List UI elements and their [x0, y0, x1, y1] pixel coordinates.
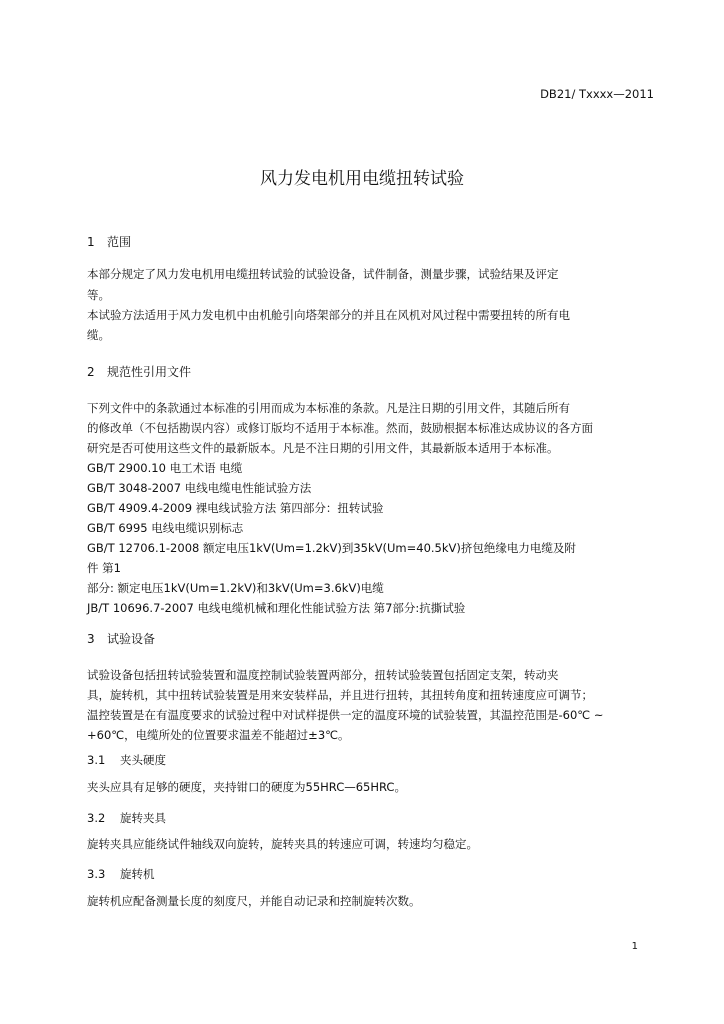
reference-item: GB/T 4909.4-2009 裸电线试验方法 第四部分：扭转试验	[87, 501, 384, 515]
reference-item: GB/T 12706.1-2008 额定电压1kV(Um=1.2kV)到35kV(Um=40.5kV)挤包绝缘电力电缆及附	[87, 541, 576, 555]
reference-item: GB/T 6995 电线电缆识别标志	[87, 521, 244, 535]
standard-number: DB21/ Txxxx—2011	[540, 87, 654, 101]
paragraph-line: 试验设备包括扭转试验装置和温度控制试验装置两部分，扭转试验装置包括固定支架，转动夹	[87, 668, 559, 682]
subsection-3-3-heading	[87, 866, 155, 882]
reference-item: 部分: 额定电压1kV(Um=1.2kV)和3kV(Um=3.6kV)电缆	[87, 581, 384, 595]
paragraph-line: 旋转机应配备测量长度的刻度尺，并能自动记录和控制旋转次数。	[87, 894, 421, 908]
section-title: 试验设备	[107, 632, 156, 646]
paragraph-line: 研究是否可使用这些文件的最新版本。凡是不注日期的引用文件，其最新版本适用于本标准。	[87, 441, 559, 455]
reference-item: GB/T 2900.10 电工术语 电缆	[87, 461, 243, 475]
subsection-number: 3.2	[87, 811, 106, 825]
document-title: 风力发电机用电缆扭转试验	[260, 169, 464, 189]
page-number: 1	[631, 941, 638, 952]
paragraph-line: 缆。	[87, 328, 110, 342]
subsection-title: 旋转机	[120, 867, 155, 881]
section-3-heading	[87, 630, 155, 647]
section-title: 规范性引用文件	[107, 365, 192, 379]
section-title: 范围	[107, 235, 132, 249]
reference-item: 件 第1	[87, 561, 121, 575]
paragraph-line: 本试验方法适用于风力发电机中由机舱引向塔架部分的并且在风机对风过程中需要扭转的所有电	[87, 308, 570, 322]
paragraph-line: 本部分规定了风力发电机用电缆扭转试验的试验设备，试件制备，测量步骤，试验结果及评定	[87, 267, 559, 281]
section-number: 2	[87, 365, 95, 379]
paragraph-line: 具，旋转机，其中扭转试验装置是用来安装样品，并且进行扭转，其扭转角度和扭转速度应可调节；	[87, 688, 593, 702]
section-number: 1	[87, 235, 95, 249]
paragraph-line: 旋转夹具应能绕试件轴线双向旋转，旋转夹具的转速应可调，转速均匀稳定。	[87, 837, 478, 851]
section-1-heading	[87, 233, 131, 250]
paragraph-line: 的修改单（不包括勘误内容）或修订版均不适用于本标准。然而，鼓励根据本标准达成协议的各方面	[87, 421, 593, 435]
reference-item: GB/T 3048-2007 电线电缆电性能试验方法	[87, 481, 312, 495]
paragraph-line: 下列文件中的条款通过本标准的引用而成为本标准的条款。凡是注日期的引用文件，其随后所有	[87, 401, 570, 415]
section-2-heading	[87, 363, 191, 380]
paragraph-line: 等。	[87, 288, 110, 302]
subsection-number: 3.1	[87, 753, 106, 767]
paragraph-line: 温控装置是在有温度要求的试验过程中对试样提供一定的温度环境的试验装置，其温控范围是-60℃ ~	[87, 708, 604, 722]
paragraph-line: 夹头应具有足够的硬度，夹持钳口的硬度为55HRC—65HRC。	[87, 780, 406, 794]
subsection-title: 旋转夹具	[120, 811, 166, 825]
subsection-title: 夹头硬度	[120, 753, 166, 767]
paragraph-line: +60℃，电缆所处的位置要求温差不能超过±3℃。	[87, 728, 350, 742]
subsection-3-2-heading	[87, 810, 166, 826]
section-number: 3	[87, 632, 95, 646]
subsection-3-1-heading	[87, 752, 166, 768]
reference-item: JB/T 10696.7-2007 电线电缆机械和理化性能试验方法 第7部分:抗撕试验	[87, 601, 466, 615]
subsection-number: 3.3	[87, 867, 106, 881]
